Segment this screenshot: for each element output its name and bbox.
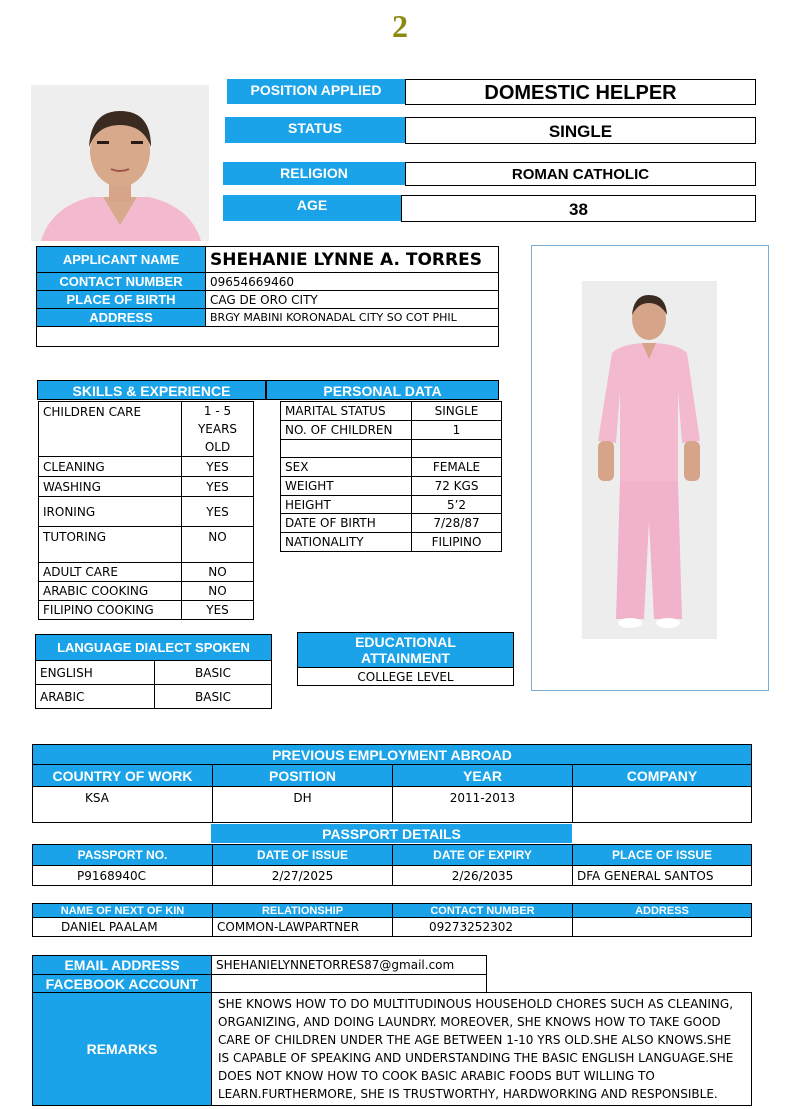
language-header: LANGUAGE DIALECT SPOKEN bbox=[36, 635, 272, 661]
position-applied-label: POSITION APPLIED bbox=[227, 79, 405, 104]
employment-col-year: YEAR bbox=[393, 765, 573, 787]
kin-address bbox=[573, 918, 752, 937]
personal-data-table bbox=[280, 401, 502, 552]
skills-header: SKILLS & EXPERIENCE bbox=[37, 380, 266, 400]
skill-value: YES bbox=[182, 497, 254, 527]
skill-value: NO bbox=[182, 582, 254, 601]
skill-name: TUTORING bbox=[39, 527, 182, 563]
employment-col-company: COMPANY bbox=[573, 765, 752, 787]
education-table bbox=[297, 632, 514, 686]
skill-name: CLEANING bbox=[39, 457, 182, 477]
place-of-birth-label: PLACE OF BIRTH bbox=[37, 291, 206, 309]
personal-label: HEIGHT bbox=[281, 496, 412, 514]
education-header: EDUCATIONAL ATTAINMENT bbox=[298, 633, 514, 668]
kin-relationship: COMMON-LAWPARTNER bbox=[213, 918, 393, 937]
personal-label: WEIGHT bbox=[281, 477, 412, 496]
language-name: ENGLISH bbox=[36, 661, 155, 685]
skill-name: WASHING bbox=[39, 477, 182, 497]
full-body-photo-frame bbox=[531, 245, 769, 691]
kin-col-relationship: RELATIONSHIP bbox=[213, 904, 393, 918]
skill-value: YES bbox=[182, 601, 254, 620]
personal-value bbox=[412, 440, 502, 458]
personal-label: MARITAL STATUS bbox=[281, 402, 412, 421]
personal-label: SEX bbox=[281, 458, 412, 477]
passport-col-expiry: DATE OF EXPIRY bbox=[393, 845, 573, 866]
remarks-table bbox=[32, 992, 752, 1106]
contact-table bbox=[32, 955, 487, 993]
personal-value: 5’2 bbox=[412, 496, 502, 514]
religion-label: RELIGION bbox=[223, 162, 405, 185]
personal-value: SINGLE bbox=[412, 402, 502, 421]
language-name: ARABIC bbox=[36, 685, 155, 709]
age-value: 38 bbox=[401, 195, 756, 222]
personal-label: NO. OF CHILDREN bbox=[281, 421, 412, 440]
facebook-value bbox=[212, 975, 487, 993]
address-value: BRGY MABINI KORONADAL CITY SO COT PHIL bbox=[206, 309, 499, 327]
next-of-kin-table bbox=[32, 903, 752, 937]
kin-name: DANIEL PAALAM bbox=[33, 918, 213, 937]
skill-value: YES bbox=[182, 477, 254, 497]
religion-value: ROMAN CATHOLIC bbox=[405, 162, 756, 186]
personal-label: NATIONALITY bbox=[281, 533, 412, 552]
employment-table bbox=[32, 744, 752, 823]
personal-value: FEMALE bbox=[412, 458, 502, 477]
passport-expiry-date: 2/26/2035 bbox=[393, 866, 573, 886]
passport-header: PASSPORT DETAILS bbox=[211, 824, 572, 843]
place-of-birth-value: CAG DE ORO CITY bbox=[206, 291, 499, 309]
remarks-label: REMARKS bbox=[33, 993, 212, 1106]
skill-name: FILIPINO COOKING bbox=[39, 601, 182, 620]
employment-year: 2011-2013 bbox=[393, 787, 573, 823]
passport-place: DFA GENERAL SANTOS bbox=[573, 866, 752, 886]
email-value: SHEHANIELYNNETORRES87@gmail.com bbox=[212, 956, 487, 975]
status-label: STATUS bbox=[225, 117, 405, 143]
employment-col-country: COUNTRY OF WORK bbox=[33, 765, 213, 787]
passport-issue-date: 2/27/2025 bbox=[213, 866, 393, 886]
age-label: AGE bbox=[223, 195, 401, 221]
passport-number: P9168940C bbox=[33, 866, 213, 886]
education-value: COLLEGE LEVEL bbox=[298, 668, 514, 686]
passport-col-place: PLACE OF ISSUE bbox=[573, 845, 752, 866]
kin-contact: 09273252302 bbox=[393, 918, 573, 937]
skill-value: NO bbox=[182, 527, 254, 563]
address-label: ADDRESS bbox=[37, 309, 206, 327]
personal-label: DATE OF BIRTH bbox=[281, 514, 412, 533]
passport-col-issue: DATE OF ISSUE bbox=[213, 845, 393, 866]
personal-value: 7/28/87 bbox=[412, 514, 502, 533]
passport-col-number: PASSPORT NO. bbox=[33, 845, 213, 866]
skill-name: ARABIC COOKING bbox=[39, 582, 182, 601]
facebook-label: FACEBOOK ACCOUNT bbox=[33, 975, 212, 993]
language-level: BASIC bbox=[155, 661, 272, 685]
kin-col-contact: CONTACT NUMBER bbox=[393, 904, 573, 918]
skill-value: NO bbox=[182, 563, 254, 582]
skill-name: CHILDREN CARE bbox=[39, 402, 182, 457]
personal-value: 1 bbox=[412, 421, 502, 440]
position-applied-value: DOMESTIC HELPER bbox=[405, 79, 756, 105]
full-body-photo bbox=[582, 281, 717, 639]
passport-table bbox=[32, 844, 752, 886]
skill-name: IRONING bbox=[39, 497, 182, 527]
employment-col-position: POSITION bbox=[213, 765, 393, 787]
kin-col-name: NAME OF NEXT OF KIN bbox=[33, 904, 213, 918]
applicant-name-label: APPLICANT NAME bbox=[37, 247, 206, 273]
language-table bbox=[35, 634, 272, 709]
kin-col-address: ADDRESS bbox=[573, 904, 752, 918]
personal-label bbox=[281, 440, 412, 458]
skill-value: 1 - 5 YEARS OLD bbox=[182, 402, 254, 457]
page-number: 2 bbox=[392, 8, 408, 44]
status-value: SINGLE bbox=[405, 117, 756, 144]
contact-number-value: 09654669460 bbox=[206, 273, 499, 291]
employment-company bbox=[573, 787, 752, 823]
applicant-headshot-photo bbox=[31, 85, 209, 241]
personal-value: FILIPINO bbox=[412, 533, 502, 552]
skills-table bbox=[38, 401, 254, 620]
remarks-value: SHE KNOWS HOW TO DO MULTITUDINOUS HOUSEHOLD CHORES SUCH AS CLEANING, ORGANIZING, AND DOING LAUNDRY. MOREOVER, SHE KNOWS HOW TO TAKE GOOD CARE OF CHILDREN UNDER THE AGE BETWEEN 1-10 YRS OLD.SHE ALSO KNOWS.SHE IS CAPABLE OF SPEAKING AND UNDERSTANDING THE BASIC ENGLISH LANGUAGE.SHE DOES NOT KNOW HOW TO COOK BASIC ARABIC FOODS BUT WILLING TO LEARN.FURTHERMORE, SHE IS TRUSTWORTHY, HARDWORKING AND RESPONSIBLE. bbox=[212, 993, 752, 1106]
skill-value: YES bbox=[182, 457, 254, 477]
personal-value: 72 KGS bbox=[412, 477, 502, 496]
applicant-info-table bbox=[36, 246, 499, 347]
employment-header: PREVIOUS EMPLOYMENT ABROAD bbox=[33, 745, 752, 765]
personal-data-header: PERSONAL DATA bbox=[266, 380, 499, 400]
contact-number-label: CONTACT NUMBER bbox=[37, 273, 206, 291]
blank-row bbox=[37, 327, 499, 347]
applicant-name-value: SHEHANIE LYNNE A. TORRES bbox=[206, 247, 499, 273]
email-label: EMAIL ADDRESS bbox=[33, 956, 212, 975]
skill-name: ADULT CARE bbox=[39, 563, 182, 582]
language-level: BASIC bbox=[155, 685, 272, 709]
employment-country: KSA bbox=[33, 787, 213, 823]
employment-position: DH bbox=[213, 787, 393, 823]
